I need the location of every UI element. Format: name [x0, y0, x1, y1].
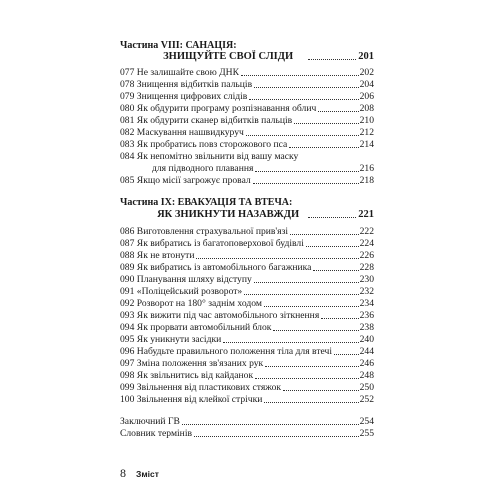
entry-title: 095 Як уникнути засідки [120, 334, 222, 345]
toc-entry[interactable] [120, 115, 374, 126]
entry-title: 083 Як пробратись повз сторожового пса [120, 139, 288, 150]
entry-page: 224 [359, 238, 374, 249]
dot-leader [244, 293, 358, 295]
toc-entry[interactable] [120, 226, 374, 237]
toc-entry[interactable] [120, 322, 374, 333]
entry-title: 088 Як не втонути [120, 250, 195, 261]
dot-leader [255, 170, 358, 172]
entry-page: 250 [359, 382, 374, 393]
dot-leader [313, 269, 358, 271]
entry-title: 089 Як вибратись із автомобільного багажника [120, 262, 312, 273]
entry-page: 238 [359, 322, 374, 333]
dot-leader [334, 353, 359, 355]
entry-page: 222 [359, 226, 374, 237]
dot-leader [223, 341, 358, 343]
toc-entry[interactable] [120, 370, 374, 381]
entry-page: 212 [359, 127, 374, 138]
dot-leader [264, 401, 358, 403]
entry-title: 092 Розворот на 180° заднім ходом [120, 298, 262, 309]
toc-entry[interactable] [120, 67, 374, 78]
dot-leader [283, 389, 359, 391]
entry-title: 082 Маскування нашвидкуруч [120, 127, 244, 138]
toc-entry[interactable] [120, 286, 374, 297]
part8-subtitle: ЗНИЩУЙТЕ СВОЇ СЛІДИ [163, 51, 294, 62]
dot-leader [255, 377, 358, 379]
entry-page: 236 [359, 310, 374, 321]
entry-page: 255 [359, 428, 374, 439]
dot-leader [194, 435, 359, 437]
running-footer-label: Зміст [136, 469, 159, 479]
entry-page: 202 [359, 67, 374, 78]
entry-title: 096 Набудьте правильного положення тіла для втечі [120, 346, 333, 357]
entry-title: 080 Як обдурити програму розпізнавання облич [120, 103, 317, 114]
toc-entry[interactable] [120, 310, 374, 321]
toc-entry[interactable] [120, 274, 374, 285]
toc-entry[interactable] [120, 346, 374, 357]
entry-title: 093 Як вижити під час автомобільного зіткнення [120, 310, 320, 321]
toc-entry[interactable] [120, 394, 374, 405]
entry-title: 094 Як прорвати автомобільний блок [120, 322, 272, 333]
entry-page: 248 [359, 370, 374, 381]
dot-leader [308, 216, 356, 218]
entry-page: 252 [359, 394, 374, 405]
dot-leader [264, 305, 359, 307]
toc-entry[interactable] [120, 358, 374, 369]
dot-leader [182, 423, 359, 425]
entry-title: Заключний ГВ [120, 416, 180, 427]
entry-page: 228 [359, 262, 374, 273]
entry-title: 085 Якщо місії загрожує провал [120, 175, 251, 186]
toc-entry[interactable] [120, 151, 374, 162]
entry-title: 091 «Поліцейський розворот» [120, 286, 243, 297]
part9-subtitle-line [120, 209, 374, 221]
entry-title: 090 Планування шляху відступу [120, 274, 252, 285]
dot-leader [321, 317, 358, 319]
dot-leader [254, 86, 359, 88]
entry-title: 087 Як вибратись із багатоповерхової будівлі [120, 238, 304, 249]
dot-leader [290, 233, 359, 235]
dot-leader [318, 110, 358, 112]
entry-title: 100 Звільнення від клейкої стрічки [120, 394, 263, 405]
dot-leader [253, 182, 359, 184]
entry-page: 226 [359, 250, 374, 261]
toc-entry-continued[interactable] [120, 163, 374, 174]
entry-page: 206 [359, 91, 374, 102]
entry-title: 084 Як непомітно звільнити від вашу маску [120, 151, 299, 162]
toc-entry-afterword[interactable] [120, 416, 374, 427]
page-number: 8 [120, 466, 126, 480]
dot-leader [273, 329, 358, 331]
toc-entry[interactable] [120, 250, 374, 261]
dot-leader [289, 146, 358, 148]
toc-entry[interactable] [120, 127, 374, 138]
part9-subtitle: ЯК ЗНИКНУТИ НАЗАВЖДИ [157, 209, 300, 220]
toc-entry[interactable] [120, 139, 374, 150]
entry-title: 078 Знищення відбитків пальців [120, 79, 253, 90]
entry-page: 232 [359, 286, 374, 297]
entry-title: 098 Як звільнитись від кайданок [120, 370, 254, 381]
entry-page: 204 [359, 79, 374, 90]
entry-title: Словник термінів [120, 428, 193, 439]
toc-entry[interactable] [120, 175, 374, 186]
toc-entry-glossary[interactable] [120, 428, 374, 439]
entry-page: 244 [359, 346, 374, 357]
toc-entry[interactable] [120, 382, 374, 393]
entry-page: 210 [359, 115, 374, 126]
entry-title: 099 Звільнення від пластикових стяжок [120, 382, 282, 393]
entry-page: 214 [359, 139, 374, 150]
dot-leader [241, 74, 359, 76]
entry-page: 230 [359, 274, 374, 285]
entry-page: 208 [359, 103, 374, 114]
part9-title: Частина IX: ЕВАКУАЦІЯ ТА ВТЕЧА: [120, 197, 293, 208]
dot-leader [265, 365, 358, 367]
entry-title: 086 Виготовлення страхувальної прив'язі [120, 226, 289, 237]
toc-entry[interactable] [120, 79, 374, 90]
toc-entry[interactable] [120, 298, 374, 309]
dot-leader [246, 134, 359, 136]
dot-leader [249, 98, 358, 100]
dot-leader [196, 257, 358, 259]
dot-leader [294, 122, 358, 124]
entry-page: 240 [359, 334, 374, 345]
entry-title: для підводного плавання [152, 163, 254, 174]
entry-page: 218 [359, 175, 374, 186]
part8-subtitle-line [120, 51, 374, 63]
toc-entry[interactable] [120, 103, 374, 114]
dot-leader [306, 245, 359, 247]
entry-page: 254 [359, 416, 374, 427]
entry-title: 081 Як обдурити сканер відбитків пальців [120, 115, 293, 126]
entry-title: 079 Знищення цифрових слідів [120, 91, 248, 102]
entry-page: 216 [359, 163, 374, 174]
part8-page: 201 [358, 51, 374, 62]
dot-leader [254, 281, 359, 283]
entry-title: 077 Не залишайте свою ДНК [120, 67, 240, 78]
toc-entry[interactable] [120, 334, 374, 345]
page-footer [120, 466, 159, 481]
entry-title: 097 Зміна положення зв'язаних рук [120, 358, 264, 369]
dot-leader [308, 58, 356, 60]
toc-entry[interactable] [120, 91, 374, 102]
entry-page: 246 [359, 358, 374, 369]
entry-page: 234 [359, 298, 374, 309]
toc-entry[interactable] [120, 238, 374, 249]
part8-title: Частина VIII: САНАЦІЯ: [120, 40, 237, 51]
toc-entry[interactable] [120, 262, 374, 273]
part9-page: 221 [358, 209, 374, 220]
